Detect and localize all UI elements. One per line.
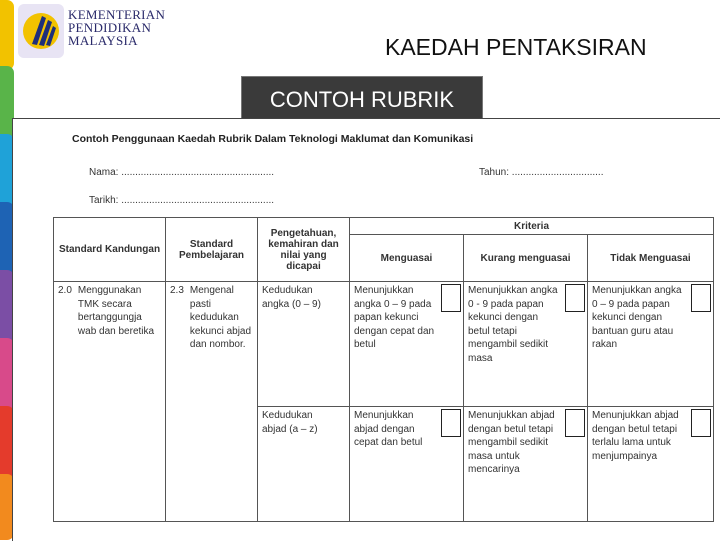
tidak-text: Menunjukkan angka 0 – 9 pada papan kekunci dengan bantuan guru atau rakan [592, 285, 682, 350]
kurang-text: Menunjukkan abjad dengan betul tetapi mengambil sedikit masa untuk mencarinya [468, 410, 555, 475]
ministry-name [68, 8, 165, 47]
scanned-document [12, 118, 720, 541]
header-standard-kandungan: Standard Kandungan [54, 218, 166, 282]
score-checkbox[interactable] [691, 409, 711, 437]
sk-text: Menggunakan TMK secara bertanggungja wab dan beretika [77, 285, 155, 337]
menguasai-text: Menunjukkan abjad dengan cepat dan betul [354, 410, 423, 448]
score-checkbox[interactable] [565, 409, 585, 437]
pengetahuan-cell [258, 282, 350, 407]
sp-number: 2.3 [170, 285, 184, 296]
nama-field: Nama: ....................................................... [89, 167, 275, 178]
pengetahuan-text: Kedudukan angka (0 – 9) [262, 285, 321, 310]
rail-segment [0, 0, 14, 70]
score-checkbox[interactable] [565, 284, 585, 312]
logo-line: KEMENTERIAN [68, 7, 166, 22]
header-kurang-menguasai: Kurang menguasai [464, 235, 588, 282]
tidak-menguasai-cell [588, 282, 714, 407]
menguasai-text: Menunjukkan angka 0 – 9 pada papan kekunci dengan cepat dan betul [354, 285, 435, 350]
header-kriteria: Kriteria [350, 218, 714, 235]
rubric-table [53, 217, 714, 522]
subtitle-banner: CONTOH RUBRIK [241, 76, 483, 122]
menguasai-cell [350, 282, 464, 407]
sk-number: 2.0 [58, 285, 72, 296]
menguasai-cell [350, 407, 464, 522]
tarikh-field: Tarikh: ....................................................... [89, 195, 275, 206]
table-header-row [54, 218, 714, 235]
score-checkbox[interactable] [441, 409, 461, 437]
kurang-text: Menunjukkan angka 0 - 9 pada papan kekunci dengan betul tetapi mengambil sedikit masa [468, 285, 558, 364]
score-checkbox[interactable] [441, 284, 461, 312]
kurang-menguasai-cell [464, 407, 588, 522]
score-checkbox[interactable] [691, 284, 711, 312]
pengetahuan-text: Kedudukan abjad (a – z) [262, 410, 318, 435]
logo-line: PENDIDIKAN [68, 20, 152, 35]
page-title: KAEDAH PENTAKSIRAN [385, 34, 647, 60]
tidak-text: Menunjukkan abjad dengan betul tetapi terlalu lama untuk menjumpainya [592, 410, 679, 462]
pengetahuan-cell [258, 407, 350, 522]
table-row [54, 282, 714, 407]
logo-line: MALAYSIA [68, 33, 138, 48]
standard-pembelajaran-cell [166, 282, 258, 522]
tahun-field: Tahun: ................................. [479, 167, 604, 178]
document-heading: Contoh Penggunaan Kaedah Rubrik Dalam Teknologi Maklumat dan Komunikasi [72, 133, 474, 145]
header-menguasai: Menguasai [350, 235, 464, 282]
sp-text: Mengenal pasti kedudukan kekunci abjad dan nombor. [189, 285, 252, 350]
ministry-logo-icon [18, 4, 64, 58]
header-pengetahuan: Pengetahuan, kemahiran dan nilai yang dicapai [258, 218, 350, 282]
header-tidak-menguasai: Tidak Menguasai [588, 235, 714, 282]
header-standard-pembelajaran: Standard Pembelajaran [166, 218, 258, 282]
standard-kandungan-cell [54, 282, 166, 522]
tidak-menguasai-cell [588, 407, 714, 522]
kurang-menguasai-cell [464, 282, 588, 407]
